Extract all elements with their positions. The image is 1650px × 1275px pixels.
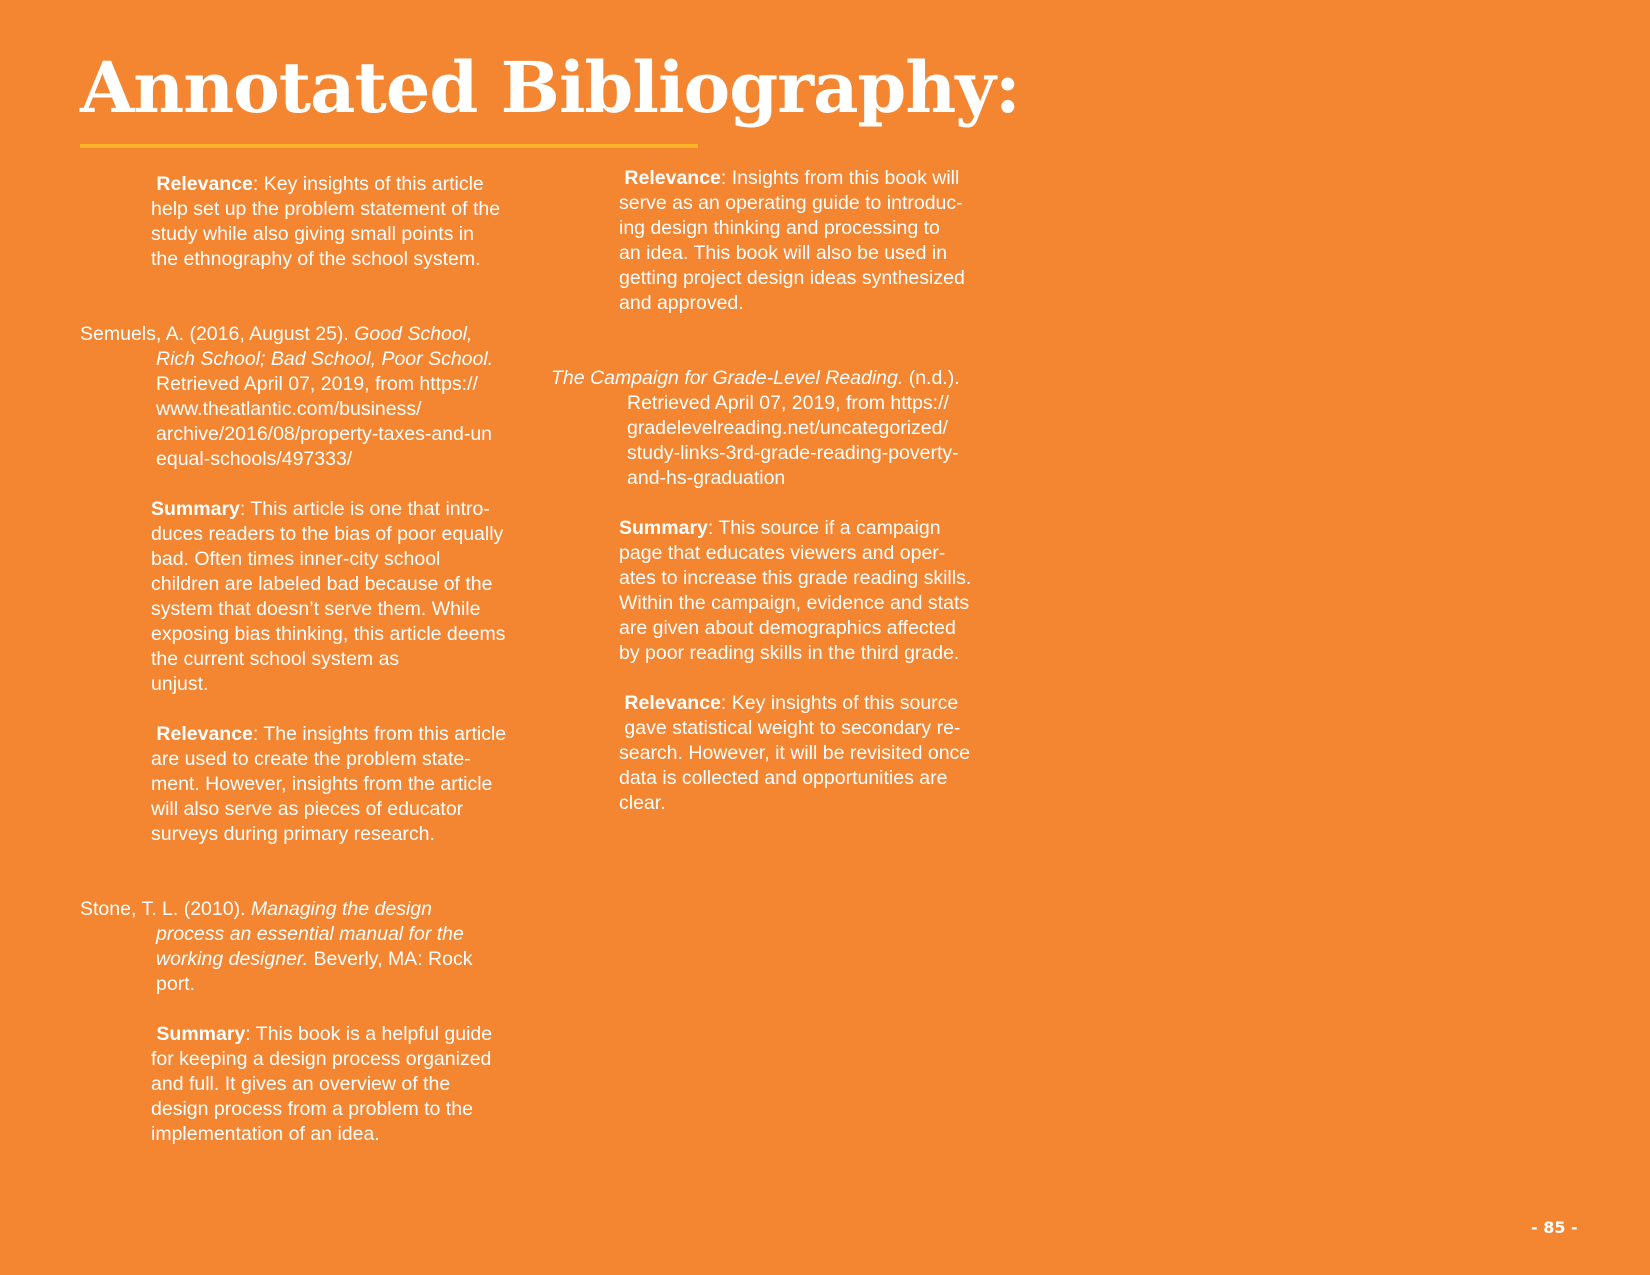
citation-stone	[80, 897, 472, 997]
relevance-line: clear.	[619, 792, 666, 814]
summary-line: are given about demographics affected	[619, 617, 956, 639]
citation-line	[80, 347, 493, 372]
summary-line: implementation of an idea.	[151, 1123, 380, 1145]
summary-label: Summary	[156, 1023, 246, 1045]
relevance-line: serve as an operating guide to introduc-	[619, 192, 963, 214]
citation-line	[80, 922, 472, 947]
relevance-line: Relevance: Key insights of this article	[156, 173, 484, 195]
summary-line: system that doesn’t serve them. While	[151, 598, 481, 620]
relevance-line: surveys during primary research.	[151, 823, 435, 845]
relevance-line: ing design thinking and processing to	[619, 217, 940, 239]
relevance-line: search. However, it will be revisited once	[619, 742, 971, 764]
citation-url-line: gradelevelreading.net/uncategorized/	[627, 417, 948, 439]
summary-line: design process from a problem to the	[151, 1098, 473, 1120]
summary-line: Summary: This source if a campaign	[619, 517, 941, 539]
summary-line: Within the campaign, evidence and stats	[619, 592, 970, 614]
relevance-stone	[619, 166, 965, 316]
relevance-label: Relevance	[156, 723, 253, 745]
citation-line: working designer. Beverly, MA: Rock	[156, 948, 473, 970]
summary-line: unjust.	[151, 673, 209, 695]
summary-line: duces readers to the bias of poor equally	[151, 523, 504, 545]
citation-title: working designer.	[156, 948, 309, 970]
citation-line: Retrieved April 07, 2019, from https://	[156, 373, 478, 395]
citation-line: The Campaign for Grade-Level Reading. (n.d.).	[551, 367, 960, 389]
summary-campaign	[619, 516, 971, 666]
relevance-line: and approved.	[619, 292, 744, 314]
relevance-line: gave statistical weight to secondary re-	[624, 717, 961, 739]
citation-url-line: and-hs-graduation	[627, 467, 786, 489]
relevance-label: Relevance	[624, 167, 721, 189]
relevance-line: data is collected and opportunities are	[619, 767, 948, 789]
citation-url-line: www.theatlantic.com/business/	[156, 398, 422, 420]
summary-label: Summary	[151, 498, 240, 520]
summary-line: the current school system as	[151, 648, 400, 670]
relevance-semuels	[151, 722, 506, 847]
summary-line: page that educates viewers and oper-	[619, 542, 946, 564]
summary-line: for keeping a design process organized	[151, 1048, 492, 1070]
relevance-label: Relevance	[156, 173, 253, 195]
relevance-line: Relevance: The insights from this article	[156, 723, 507, 745]
title-underline	[80, 144, 698, 148]
summary-line: ates to increase this grade reading skills.	[619, 567, 972, 589]
relevance-line: help set up the problem statement of the	[151, 198, 501, 220]
citation-title: Managing the design	[250, 898, 432, 920]
summary-label: Summary	[619, 517, 708, 539]
summary-line: children are labeled bad because of the	[151, 573, 493, 595]
relevance-line: the ethnography of the school system.	[151, 248, 481, 270]
relevance-label: Relevance	[624, 692, 721, 714]
citation-campaign	[551, 366, 960, 491]
summary-line: bad. Often times inner-city school	[151, 548, 441, 570]
relevance-line: ment. However, insights from the article	[151, 773, 493, 795]
relevance-line: Relevance: Insights from this book will	[624, 167, 960, 189]
citation-semuels	[80, 322, 493, 472]
relevance-line: will also serve as pieces of educator	[151, 798, 464, 820]
summary-stone	[151, 1022, 492, 1147]
relevance-block-1	[151, 172, 500, 272]
summary-semuels	[151, 497, 505, 697]
citation-url-line: equal-schools/497333/	[156, 448, 353, 470]
summary-line: Summary: This article is one that intro-	[151, 498, 490, 520]
citation-title: The Campaign for Grade-Level Reading.	[551, 367, 904, 389]
citation-title: Good School,	[354, 323, 473, 345]
summary-line: by poor reading skills in the third grade.	[619, 642, 960, 664]
relevance-line: an idea. This book will also be used in	[619, 242, 948, 264]
citation-line: port.	[156, 973, 196, 995]
citation-url-line: archive/2016/08/property-taxes-and-un	[156, 423, 493, 445]
summary-line: Summary: This book is a helpful guide	[156, 1023, 493, 1045]
page-title: Annotated Bibliography:	[80, 46, 1020, 129]
relevance-line: Relevance: Key insights of this source	[624, 692, 959, 714]
relevance-line: getting project design ideas synthesized	[619, 267, 965, 289]
relevance-line: study while also giving small points in	[151, 223, 474, 245]
summary-line: and full. It gives an overview of the	[151, 1073, 451, 1095]
relevance-campaign	[619, 691, 970, 816]
citation-title: Rich School; Bad School, Poor School.	[156, 348, 494, 370]
citation-url-line: study-links-3rd-grade-reading-poverty-	[627, 442, 959, 464]
citation-line: Semuels, A. (2016, August 25). Good School,	[80, 323, 473, 345]
citation-line: Stone, T. L. (2010). Managing the design	[80, 898, 432, 920]
citation-title: process an essential manual for the	[156, 923, 464, 945]
relevance-line: are used to create the problem state-	[151, 748, 471, 770]
summary-line: exposing bias thinking, this article deems	[151, 623, 506, 645]
page-number: - 85 -	[1531, 1218, 1578, 1237]
citation-line: Retrieved April 07, 2019, from https://	[627, 392, 949, 414]
